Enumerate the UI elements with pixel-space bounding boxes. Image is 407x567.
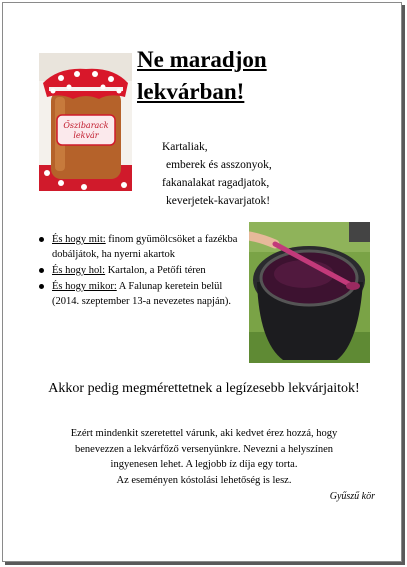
bullet-lead: És hogy mit: xyxy=(52,234,106,245)
greeting-line: fakanalakat ragadjatok, xyxy=(162,177,270,189)
list-item xyxy=(38,279,248,309)
bullet-lead: És hogy hol: xyxy=(52,265,106,276)
greeting-line: emberek és asszonyok, xyxy=(166,159,272,171)
bullet-lead: És hogy mikor: xyxy=(52,281,117,292)
body-line: ingyenesen lehet. A legjobb íz díja egy torta. xyxy=(110,459,298,470)
body-line: benevezzen a lekvárfőző versenyünkre. Nevezni a helyszínen xyxy=(75,443,333,455)
greeting-line: Kartaliak, xyxy=(162,141,208,153)
bullet-text: finom gyümölcsöket a fazékba dobáljátok, ha nyerni akartok xyxy=(52,234,238,260)
page-title xyxy=(137,44,337,108)
jam-jar-photo xyxy=(39,53,132,191)
bullet-text: A Falunap keretein belül (2014. szeptember 13-a nevezetes napján). xyxy=(52,281,232,307)
greeting-verse xyxy=(160,138,300,210)
jar-label-line1: Őszibarack xyxy=(63,121,109,130)
body-line: Ezért mindenkit szeretettel várunk, aki kedvet érez hozzá, hogy xyxy=(70,428,338,439)
title-line-1: Ne maradjon xyxy=(137,47,267,72)
list-item xyxy=(38,263,248,278)
greeting-line: keverjetek-kavarjatok! xyxy=(166,195,271,207)
organizer-signature: Gyűszű kör xyxy=(329,491,375,502)
callout-text: Akkor pedig megmérettetnek a legízesebb lekvárjaitok! xyxy=(48,381,360,396)
title-line-2: lekvárban! xyxy=(137,79,245,104)
jar-label-line2: lekvár xyxy=(73,131,99,140)
bullet-text: Kartalon, a Petőfi téren xyxy=(105,265,206,276)
event-details-list xyxy=(38,232,248,310)
body-line: Az eseményen kóstolási lehetőség is lesz. xyxy=(116,474,292,486)
list-item xyxy=(38,232,248,262)
jam-pot-photo xyxy=(249,222,370,363)
body-paragraph xyxy=(40,426,368,488)
